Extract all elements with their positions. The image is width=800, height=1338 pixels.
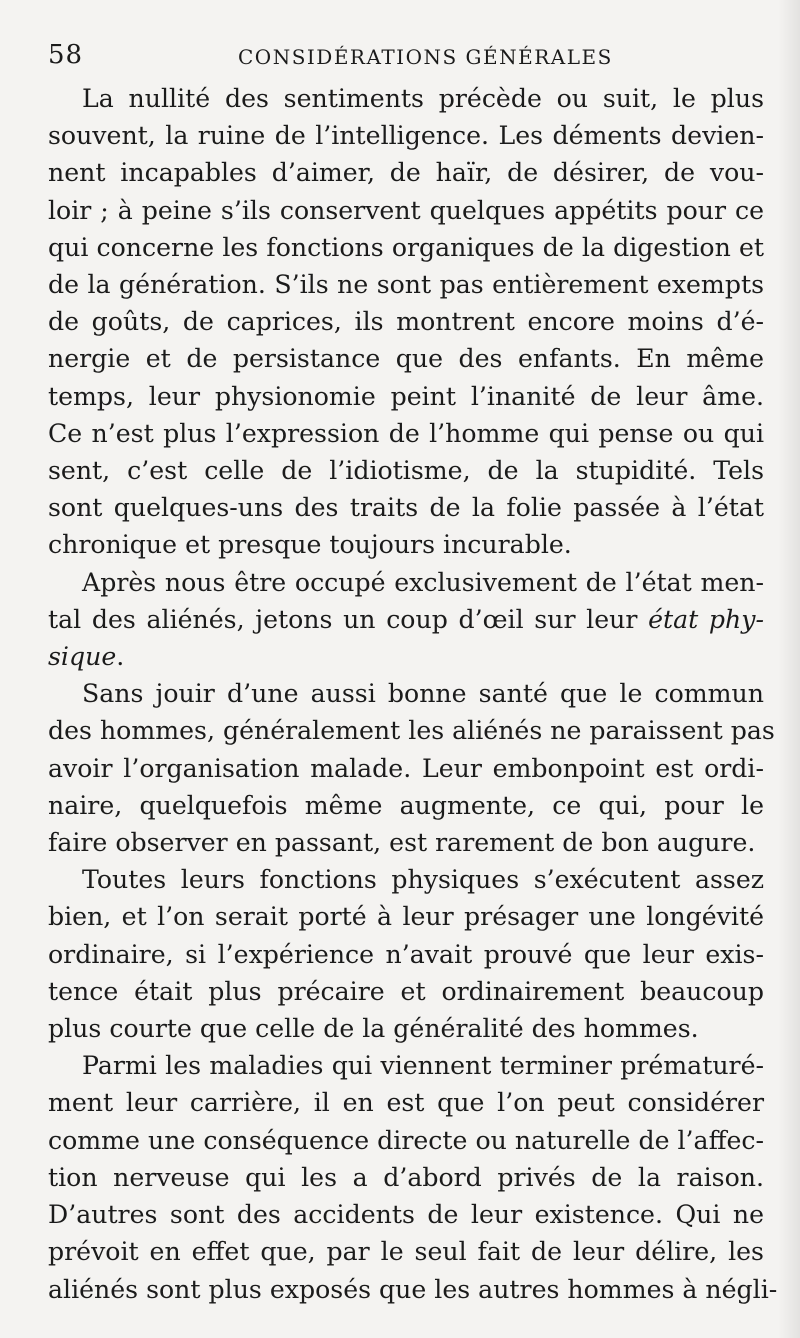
paragraph-2 — [48, 564, 764, 676]
italic-term: sique — [48, 642, 117, 672]
text-line-mixed — [48, 638, 764, 675]
text-line: Sans jouir d’une aussi bonne santé que le commun — [82, 679, 764, 709]
text-line: nent incapables d’aimer, de haïr, de désirer, de vou- — [48, 158, 764, 188]
text-line: naire, quelquefois même augmente, ce qui, pour le — [48, 790, 764, 820]
text-line: de la génération. S’ils ne sont pas entièrement exempts — [48, 270, 764, 300]
text-line: avoir l’organisation malade. Leur embonpoint est ordi- — [48, 753, 764, 783]
text-line: nergie et de persistance que des enfants. En même — [48, 344, 764, 374]
text-line: faire observer en passant, est rarement de bon augure. — [48, 828, 756, 858]
text-line: tence était plus précaire et ordinairement beaucoup — [48, 976, 764, 1006]
text-line: ordinaire, si l’expérience n’avait prouvé que leur exis- — [48, 939, 764, 969]
text-line: plus courte que celle de la généralité des hommes. — [48, 1014, 699, 1044]
running-head — [48, 36, 766, 70]
text-line: temps, leur physionomie peint l’inanité de leur âme. — [48, 381, 764, 411]
text-line: de goûts, de caprices, ils montrent encore moins d’é- — [48, 307, 764, 337]
text-line: aliénés sont plus exposés que les autres hommes à négli- — [48, 1274, 778, 1304]
text-line: comme une conséquence directe ou naturelle de l’affec- — [48, 1125, 764, 1155]
text-line: D’autres sont des accidents de leur existence. Qui ne — [48, 1200, 764, 1230]
paragraph-3 — [48, 675, 775, 861]
text-line: sont quelques-uns des traits de la folie passée à l’état — [48, 493, 764, 523]
text-line-mixed — [48, 601, 764, 638]
text-line: chronique et presque toujours incurable. — [48, 530, 572, 560]
text-line: La nullité des sentiments précède ou suit, le plus — [82, 84, 764, 113]
text-line: Toutes leurs fonctions physiques s’exécutent assez — [82, 865, 764, 895]
text-line: tion nerveuse qui les a d’abord privés de la raison. — [48, 1162, 764, 1192]
paragraph-4 — [48, 861, 764, 1047]
text-line: Après nous être occupé exclusivement de l’état men- — [82, 567, 764, 597]
section-title: CONSIDÉRATIONS GÉNÉRALES — [238, 45, 613, 69]
paragraph-5 — [48, 1047, 778, 1307]
text-line: des hommes, généralement les aliénés ne paraissent pas — [48, 716, 775, 746]
page-edge-shadow — [778, 0, 800, 1338]
text-line: Parmi les maladies qui viennent terminer prématuré- — [82, 1051, 764, 1081]
text-line: qui concerne les fonctions organiques de la digestion et — [48, 232, 764, 262]
text-line: ment leur carrière, il en est que l’on peut considérer — [48, 1088, 764, 1118]
paragraph-1 — [48, 80, 764, 564]
italic-term: état phy- — [648, 604, 765, 634]
text-segment: tal des aliénés, jetons un coup d’œil sur leur — [48, 604, 638, 634]
text-line: prévoit en effet que, par le seul fait de leur délire, les — [48, 1237, 764, 1267]
text-segment: . — [116, 642, 125, 672]
text-line: loir ; à peine s’ils conservent quelques appétits pour ce — [48, 195, 764, 225]
body-text — [48, 80, 778, 1308]
page-number: 58 — [48, 40, 84, 70]
text-line: souvent, la ruine de l’intelligence. Les déments devien- — [48, 121, 764, 151]
text-line: bien, et l’on serait porté à leur présager une longévité — [48, 902, 764, 932]
text-line: Ce n’est plus l’expression de l’homme qui pense ou qui — [48, 418, 764, 448]
text-line: sent, c’est celle de l’idiotisme, de la stupidité. Tels — [48, 456, 764, 486]
